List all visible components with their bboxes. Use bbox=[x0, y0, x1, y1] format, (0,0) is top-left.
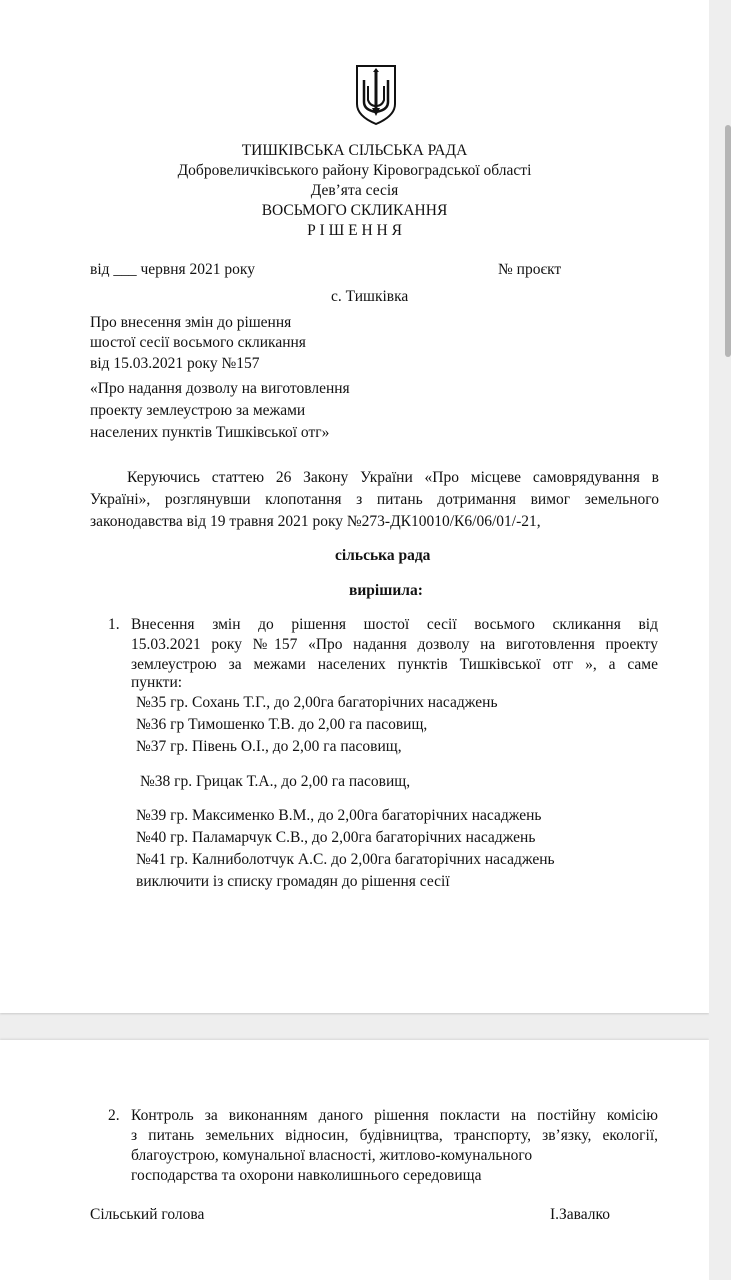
item-1-number: 1. bbox=[108, 616, 120, 633]
item-2-line: благоустрою, комунальної власності, житлово-комунального bbox=[131, 1147, 533, 1164]
coat-of-arms-icon bbox=[354, 64, 398, 126]
document-number: № проєкт bbox=[498, 261, 562, 278]
list-item: №35 гр. Сохань Т.Г., до 2,00га багаторічних насаджень bbox=[136, 694, 498, 711]
list-item: №41 гр. Калниболотчук А.С. до 2,00га багаторічних насаджень bbox=[136, 851, 555, 868]
list-item: №37 гр. Півень О.І., до 2,00 га пасовищ, bbox=[136, 738, 402, 755]
preamble-line: Україні», розглянувши клопотання з питань дотримання вимог земельного bbox=[90, 491, 659, 508]
subject-line: шостої сесії восьмого скликання bbox=[90, 334, 306, 351]
session-label: Дев’ята сесія bbox=[310, 182, 399, 199]
subject-line: від 15.03.2021 року №157 bbox=[90, 355, 260, 372]
document-date: від ___ червня 2021 року bbox=[90, 261, 255, 278]
district-name: Добровеличківського району Кіровоградської області bbox=[177, 162, 532, 179]
list-item: №38 гр. Грицак Т.А., до 2,00 га пасовищ, bbox=[140, 773, 411, 790]
document-place: с. Тишківка bbox=[331, 288, 409, 305]
convocation-label: ВОСЬМОГО СКЛИКАННЯ bbox=[261, 202, 448, 219]
item-1-line: землеустрою за межами населених пунктів Тишківської отг », а саме bbox=[131, 656, 658, 673]
preamble-line: законодавства від 19 травня 2021 року №273-ДК10010/К6/06/01/-21, bbox=[90, 513, 541, 530]
list-item: виключити із списку громадян до рішення сесії bbox=[136, 873, 450, 890]
item-1-line: пункти: bbox=[131, 674, 183, 691]
item-2-number: 2. bbox=[108, 1107, 120, 1124]
item-1-line: Внесення змін до рішення шостої сесії восьмого скликання від bbox=[131, 616, 658, 633]
council-name: ТИШКІВСЬКА СІЛЬСЬКА РАДА bbox=[241, 142, 468, 159]
list-item: №39 гр. Максименко В.М., до 2,00га багаторічних насаджень bbox=[136, 807, 542, 824]
signature-title: Сільський голова bbox=[90, 1206, 205, 1223]
subject-line: проекту землеустрою за межами bbox=[90, 402, 306, 419]
subject-line: Про внесення змін до рішення bbox=[90, 314, 292, 331]
decided-label: вирішила: bbox=[349, 582, 423, 599]
signature-name: І.Завалко bbox=[550, 1206, 611, 1223]
scrollbar[interactable] bbox=[709, 0, 731, 1280]
item-2-line: господарства та охорони навколишнього середовища bbox=[131, 1167, 482, 1184]
list-item: №36 гр Тимошенко Т.В. до 2,00 га пасовищ, bbox=[136, 716, 428, 733]
item-2-line: Контроль за виконанням даного рішення покласти на постійну комісію bbox=[131, 1107, 658, 1124]
item-1-line: 15.03.2021 року №157 «Про надання дозволу на виготовлення проекту bbox=[131, 636, 658, 653]
preamble-line: Керуючись статтею 26 Закону України «Про місцеве самоврядування в bbox=[127, 469, 659, 486]
scrollbar-thumb[interactable] bbox=[725, 125, 731, 357]
list-item: №40 гр. Паламарчук С.В., до 2,00га багаторічних насаджень bbox=[136, 829, 536, 846]
subject-line: населених пунктів Тишківської отг» bbox=[90, 424, 330, 441]
subject-line: «Про надання дозволу на виготовлення bbox=[90, 380, 350, 397]
item-2-line: з питань земельних відносин, будівництва, транспорту, зв’язку, екології, bbox=[131, 1127, 658, 1144]
document-page-2 bbox=[0, 1040, 709, 1280]
document-type: Р І Ш Е Н Н Я bbox=[307, 222, 402, 239]
council-label: сільська рада bbox=[335, 547, 431, 564]
